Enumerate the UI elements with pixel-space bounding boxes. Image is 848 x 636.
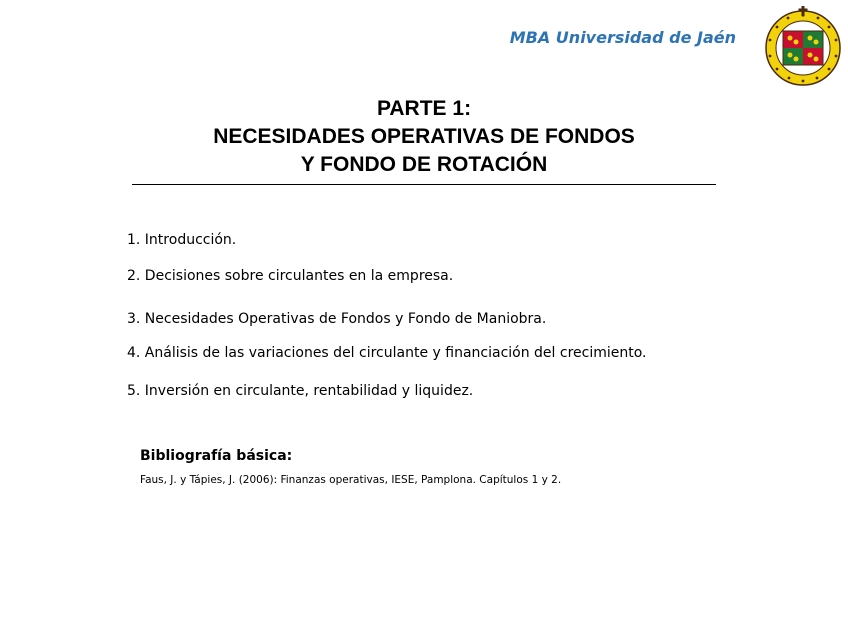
toc-item-1: 1. Introducción.	[127, 232, 237, 248]
bibliography-heading: Bibliografía básica:	[140, 448, 293, 464]
title-line-1: PARTE 1:	[376, 97, 472, 120]
toc-item-3: 3. Necesidades Operativas de Fondos y Fondo de Maniobra.	[127, 311, 547, 327]
university-seal-logo	[763, 6, 843, 86]
title-line-3: Y FONDO DE ROTACIÓN	[300, 153, 548, 176]
toc-item-5: 5. Inversión en circulante, rentabilidad y liquidez.	[127, 383, 474, 399]
title-divider	[132, 184, 716, 185]
title-line-2: NECESIDADES OPERATIVAS DE FONDOS	[213, 125, 635, 148]
toc-item-4: 4. Análisis de las variaciones del circulante y financiación del crecimiento.	[127, 345, 647, 361]
page-title	[132, 95, 716, 179]
toc-item-2: 2. Decisiones sobre circulantes en la empresa.	[127, 268, 454, 284]
header-brand: MBA Universidad de Jaén	[509, 28, 736, 47]
bibliography-entry: Faus, J. y Tápies, J. (2006): Finanzas operativas, IESE, Pamplona. Capítulos 1 y 2.	[140, 474, 562, 486]
